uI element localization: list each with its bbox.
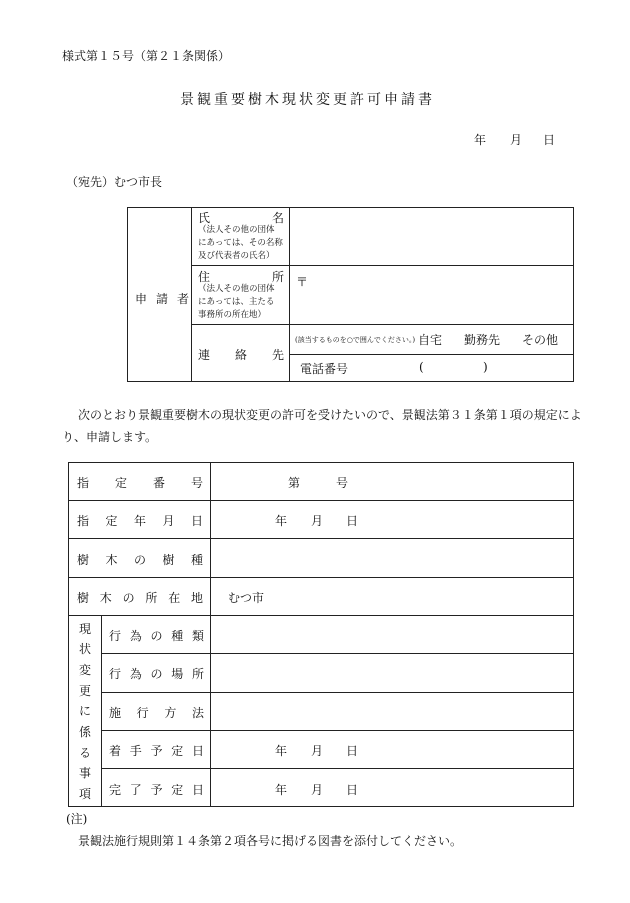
- notes-heading: (注): [66, 812, 88, 826]
- phone-open-paren: (: [419, 360, 424, 374]
- designation-number-prefix: 第: [288, 476, 301, 490]
- phone-field[interactable]: [430, 358, 480, 378]
- contact-option-home[interactable]: 自宅: [418, 333, 443, 347]
- address-label: 住 所: [198, 270, 284, 284]
- species-label: 樹 木 の 樹 種: [77, 553, 203, 567]
- date-year-label: 年: [474, 133, 487, 147]
- designation-number-suffix: 号: [336, 476, 349, 490]
- contact-label: 連 絡 先: [198, 348, 284, 362]
- species-field[interactable]: [212, 541, 572, 575]
- date-month-label: 月: [510, 133, 523, 147]
- start-date-year: 年: [275, 744, 288, 758]
- end-date-month: 月: [311, 783, 324, 797]
- addressee: （宛先）むつ市長: [66, 175, 163, 189]
- location-label: 樹 木 の 所 在 地: [77, 591, 203, 605]
- start-date-month: 月: [311, 744, 324, 758]
- end-date-day: 日: [346, 783, 359, 797]
- start-date-label: 着 手 予 定 日: [109, 744, 204, 758]
- statement-line-1: 次のとおり景観重要樹木の現状変更の許可を受けたいので、景観法第３１条第１項の規定によ: [78, 408, 582, 422]
- statement-line-2: り、申請します。: [62, 430, 158, 444]
- name-label: 氏 名: [198, 211, 284, 225]
- act-place-field[interactable]: [212, 656, 572, 690]
- start-date-day: 日: [346, 744, 359, 758]
- address-note: （法人その他の団体 にあっては、主たる 事務所の所在地）: [198, 284, 275, 320]
- contact-option-other[interactable]: その他: [522, 333, 559, 347]
- name-note: （法人その他の団体 にあっては、その名称 及び代表者の氏名）: [198, 225, 283, 261]
- location-value: むつ市: [228, 591, 265, 605]
- designation-date-label: 指 定 年 月 日: [77, 514, 203, 528]
- end-date-label: 完 了 予 定 日: [109, 783, 204, 797]
- contact-option-work[interactable]: 勤務先: [464, 333, 501, 347]
- applicant-section-label: 申請者: [135, 292, 199, 306]
- date-day-label: 日: [543, 133, 556, 147]
- phone-label: 電話番号: [300, 362, 349, 376]
- contact-instruction: (該当するものを○で囲んでください。): [295, 336, 416, 344]
- change-section-label: 現 状 変 更 に 係 る 事 項: [78, 621, 91, 802]
- method-label: 施 行 方 法: [109, 706, 204, 720]
- designation-date-month: 月: [311, 514, 324, 528]
- designation-number-field[interactable]: [300, 466, 334, 496]
- notes-line-1: 景観法施行規則第１４条第２項各号に掲げる図書を添付してください。: [78, 834, 463, 848]
- designation-date-year: 年: [275, 514, 288, 528]
- address-field[interactable]: [291, 267, 571, 322]
- act-type-label: 行 為 の 種 類: [109, 629, 204, 643]
- phone-close-paren: ): [483, 360, 488, 374]
- designation-date-day: 日: [346, 514, 359, 528]
- page-title: 景観重要樹木現状変更許可申請書: [180, 92, 435, 108]
- postal-mark: 〒: [296, 275, 309, 289]
- designation-number-label: 指 定 番 号: [77, 476, 203, 490]
- form-number: 様式第１５号（第２１条関係）: [62, 49, 231, 63]
- name-field[interactable]: [291, 209, 571, 263]
- end-date-year: 年: [275, 783, 288, 797]
- act-place-label: 行 為 の 場 所: [109, 667, 204, 681]
- act-type-field[interactable]: [212, 618, 572, 651]
- method-field[interactable]: [212, 695, 572, 728]
